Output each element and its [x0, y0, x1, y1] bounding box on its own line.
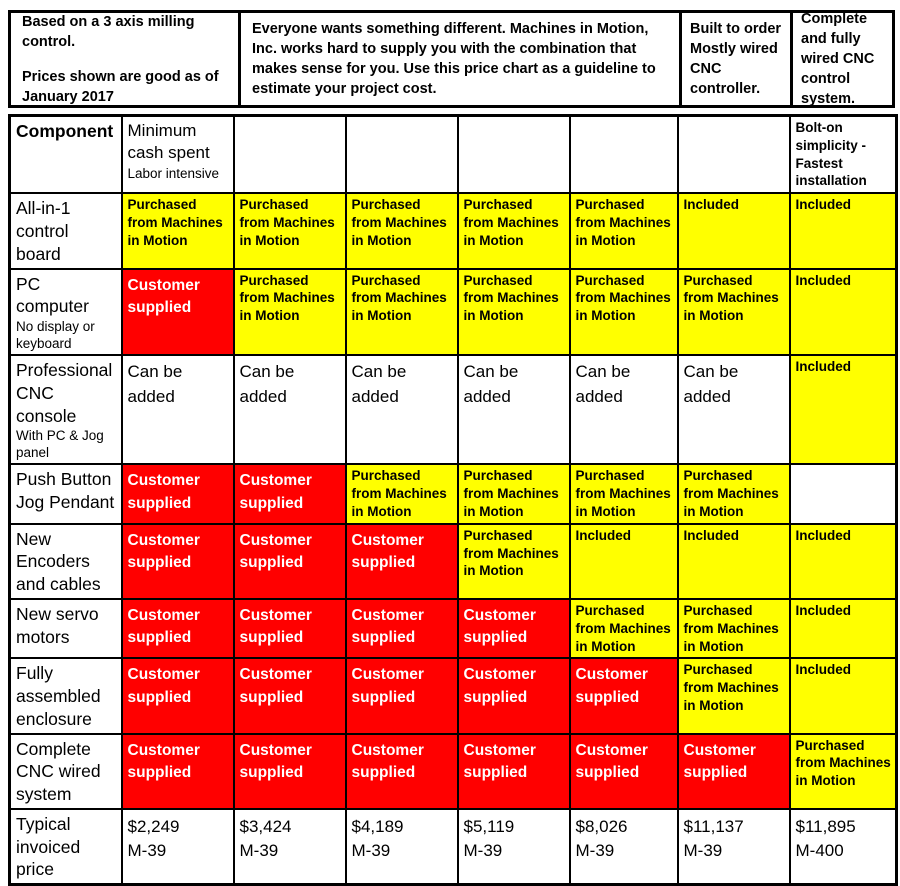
- row-label: Professional CNC console With PC & Jog panel: [10, 355, 122, 464]
- availability-cell: Included: [790, 193, 897, 268]
- availability-cell: Customer supplied: [234, 658, 346, 733]
- availability-cell: Can be added: [570, 355, 678, 464]
- availability-cell: Purchased from Machines in Motion: [678, 599, 790, 658]
- availability-cell: Customer supplied: [122, 599, 234, 658]
- availability-cell: Purchased from Machines in Motion: [458, 524, 570, 599]
- availability-cell: [790, 464, 897, 523]
- table-row: [10, 734, 897, 809]
- availability-cell: Can be added: [234, 355, 346, 464]
- availability-cell: [570, 116, 678, 194]
- availability-cell: Bolt-on simplicity - Fastest installation: [790, 116, 897, 194]
- availability-cell: Customer supplied: [234, 734, 346, 809]
- availability-cell: Purchased from Machines in Motion: [234, 193, 346, 268]
- availability-cell: Purchased from Machines in Motion: [678, 269, 790, 356]
- row-label: All-in-1 control board: [10, 193, 122, 268]
- price-cell: $5,119 M-39: [458, 809, 570, 885]
- availability-cell: Purchased from Machines in Motion: [234, 269, 346, 356]
- basis-note: Based on a 3 axis milling control.: [22, 13, 195, 50]
- availability-cell: Included: [790, 355, 897, 464]
- price-table: [8, 114, 898, 886]
- availability-cell: Customer supplied: [122, 734, 234, 809]
- price-cell: $11,137 M-39: [678, 809, 790, 885]
- table-row: [10, 658, 897, 733]
- availability-cell: Customer supplied: [234, 599, 346, 658]
- availability-cell: Customer supplied: [570, 734, 678, 809]
- availability-cell: Customer supplied: [458, 734, 570, 809]
- availability-cell: Customer supplied: [458, 658, 570, 733]
- availability-cell: Customer supplied: [346, 524, 458, 599]
- availability-cell: Customer supplied: [346, 658, 458, 733]
- availability-cell: [458, 116, 570, 194]
- availability-cell: Can be added: [678, 355, 790, 464]
- price-cell: $4,189 M-39: [346, 809, 458, 885]
- availability-cell: [346, 116, 458, 194]
- availability-cell: Included: [678, 524, 790, 599]
- row-label: Fully assembled enclosure: [10, 658, 122, 733]
- availability-cell: Purchased from Machines in Motion: [458, 464, 570, 523]
- availability-cell: Purchased from Machines in Motion: [346, 464, 458, 523]
- row-label: New Encoders and cables: [10, 524, 122, 599]
- header-band: [8, 10, 895, 108]
- price-cell: $11,895 M-400: [790, 809, 897, 885]
- row-label: Typical invoiced price: [10, 809, 122, 885]
- table-row: [10, 464, 897, 523]
- availability-cell: [234, 116, 346, 194]
- price-cell: $8,026 M-39: [570, 809, 678, 885]
- availability-cell: Customer supplied: [122, 464, 234, 523]
- table-row: [10, 524, 897, 599]
- availability-cell: Purchased from Machines in Motion: [678, 658, 790, 733]
- header-description-cell: [238, 13, 679, 105]
- price-validity-note: Prices shown are good as of January 2017: [22, 68, 219, 105]
- price-cell: $2,249 M-39: [122, 809, 234, 885]
- availability-cell: Customer supplied: [346, 599, 458, 658]
- availability-cell: Can be added: [122, 355, 234, 464]
- availability-cell: Included: [678, 193, 790, 268]
- availability-cell: Customer supplied: [122, 658, 234, 733]
- price-cell: $3,424 M-39: [234, 809, 346, 885]
- availability-cell: [678, 116, 790, 194]
- availability-cell: Customer supplied: [570, 658, 678, 733]
- availability-cell: Purchased from Machines in Motion: [678, 464, 790, 523]
- table-row: [10, 269, 897, 356]
- availability-cell: Customer supplied: [234, 464, 346, 523]
- availability-cell: Purchased from Machines in Motion: [570, 269, 678, 356]
- availability-cell: Purchased from Machines in Motion: [458, 269, 570, 356]
- availability-cell: Customer supplied: [122, 524, 234, 599]
- availability-cell: Purchased from Machines in Motion: [122, 193, 234, 268]
- row-label: Complete CNC wired system: [10, 734, 122, 809]
- availability-cell: Can be added: [346, 355, 458, 464]
- header-built-to-order-cell: [679, 13, 790, 105]
- row-label: New servo motors: [10, 599, 122, 658]
- table-row: [10, 809, 897, 885]
- availability-cell: Included: [790, 524, 897, 599]
- complete-system-text: Complete and fully wired CNC control system.: [801, 11, 875, 107]
- availability-cell: Customer supplied: [122, 269, 234, 356]
- table-row: [10, 355, 897, 464]
- table-row: [10, 193, 897, 268]
- description-text: Everyone wants something different. Machines in Motion, Inc. works hard to supply you with the combination that makes sense for you. Use this price chart as a guideline to estimate your project cost.: [252, 21, 656, 97]
- header-basis-cell: [11, 13, 238, 105]
- availability-cell: Purchased from Machines in Motion: [570, 193, 678, 268]
- availability-cell: Customer supplied: [234, 524, 346, 599]
- availability-cell: Customer supplied: [678, 734, 790, 809]
- built-to-order-text: Built to order Mostly wired CNC controller.: [690, 21, 782, 97]
- availability-cell: Purchased from Machines in Motion: [346, 193, 458, 268]
- availability-cell: Purchased from Machines in Motion: [458, 193, 570, 268]
- availability-cell: Customer supplied: [346, 734, 458, 809]
- table-row: [10, 116, 897, 194]
- availability-cell: Customer supplied: [458, 599, 570, 658]
- availability-cell: Included: [790, 269, 897, 356]
- row-label: Component: [10, 116, 122, 194]
- availability-cell: Purchased from Machines in Motion: [346, 269, 458, 356]
- row-label: Push Button Jog Pendant: [10, 464, 122, 523]
- availability-cell: Minimum cash spent Labor intensive: [122, 116, 234, 194]
- availability-cell: Included: [790, 658, 897, 733]
- availability-cell: Included: [570, 524, 678, 599]
- availability-cell: Purchased from Machines in Motion: [790, 734, 897, 809]
- table-row: [10, 599, 897, 658]
- availability-cell: Can be added: [458, 355, 570, 464]
- row-label: PC computer No display or keyboard: [10, 269, 122, 356]
- availability-cell: Purchased from Machines in Motion: [570, 464, 678, 523]
- availability-cell: Included: [790, 599, 897, 658]
- availability-cell: Purchased from Machines in Motion: [570, 599, 678, 658]
- header-complete-system-cell: [790, 13, 892, 105]
